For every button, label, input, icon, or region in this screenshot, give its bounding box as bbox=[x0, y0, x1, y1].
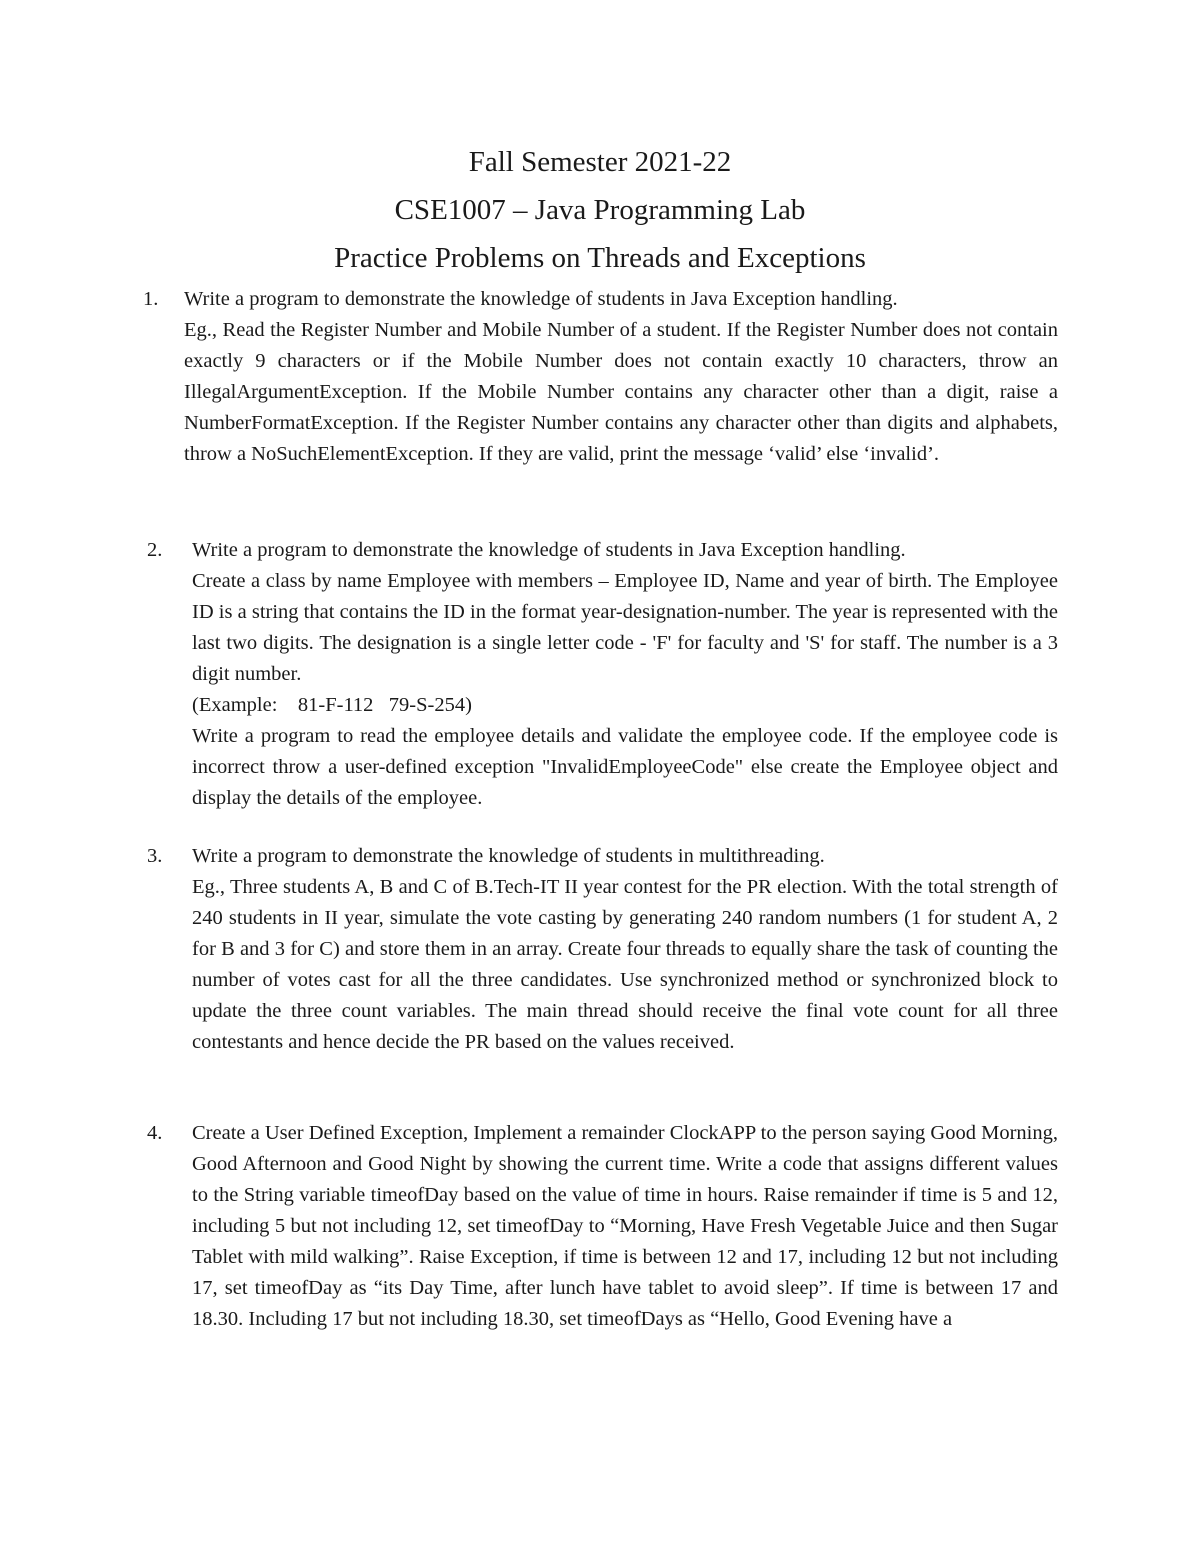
problem-number: 2. bbox=[147, 539, 163, 561]
problem-body bbox=[184, 284, 1058, 470]
problem-number: 1. bbox=[143, 288, 159, 310]
problem-text: Eg., Read the Register Number and Mobile Number of a student. If the Register Number does not contain exactly 9 characters or if the Mobile Number does not contain exactly 10 characters, throw an IllegalArgumentException. If the Mobile Number contains any character other than a digit, raise a NumberFormatException. If the Register Number contains any character other than digits and alphabets, throw a NoSuchElementException. If they are valid, print the message ‘valid’ else ‘invalid’. bbox=[184, 319, 1058, 465]
problem-body bbox=[192, 841, 1058, 1058]
problem-body bbox=[192, 535, 1058, 814]
topic-title: Practice Problems on Threads and Exceptions bbox=[334, 242, 866, 274]
problem-example: (Example: 81-F-112 79-S-254) bbox=[192, 694, 472, 716]
problem-intro: Write a program to demonstrate the knowledge of students in Java Exception handling. bbox=[192, 539, 906, 561]
semester-title: Fall Semester 2021-22 bbox=[468, 146, 732, 178]
problem-intro: Write a program to demonstrate the knowledge of students in Java Exception handling. bbox=[184, 288, 898, 310]
problem-text: Create a class by name Employee with members – Employee ID, Name and year of birth. The Employee ID is a string that contains the ID in the format year-designation-number. The year is represented with the last two digits. The designation is a single letter code - 'F' for faculty and 'S' for staff. The number is a 3 digit number. bbox=[192, 570, 1058, 685]
problem-body bbox=[192, 1118, 1058, 1335]
document-header bbox=[0, 138, 1200, 282]
problem-number: 4. bbox=[147, 1122, 163, 1144]
problem-text: Create a User Defined Exception, Implement a remainder ClockAPP to the person saying Good Morning, Good Afternoon and Good Night by showing the current time. Write a code that assigns different values to the String variable timeofDay based on the value of time in hours. Raise remainder if time is 5 and 12, including 5 but not including 12, set timeofDay to “Morning, Have Fresh Vegetable Juice and then Sugar Tablet with mild walking”. Raise Exception, if time is between 12 and 17, including 12 but not including 17, set timeofDay as “its Day Time, after lunch have tablet to avoid sleep”. If time is between 17 and 18.30. Including 17 but not including 18.30, set timeofDays as “Hello, Good Evening have a bbox=[192, 1122, 1058, 1330]
problem-text: Eg., Three students A, B and C of B.Tech-IT II year contest for the PR election. With the total strength of 240 students in II year, simulate the vote casting by generating 240 random numbers (1 for student A, 2 for B and 3 for C) and store them in an array. Create four threads to equally share the task of counting the number of votes cast for all the three candidates. Use synchronized method or synchronized block to update the three count variables. The main thread should receive the final vote count for all three contestants and hence decide the PR based on the values received. bbox=[192, 876, 1058, 1053]
course-title: CSE1007 – Java Programming Lab bbox=[394, 194, 806, 226]
problem-text-continued: Write a program to read the employee details and validate the employee code. If the employee code is incorrect throw a user-defined exception "InvalidEmployeeCode" else create the Employee object and display the details of the employee. bbox=[192, 725, 1058, 809]
problem-intro: Write a program to demonstrate the knowledge of students in multithreading. bbox=[192, 845, 825, 867]
problem-number: 3. bbox=[147, 845, 163, 867]
